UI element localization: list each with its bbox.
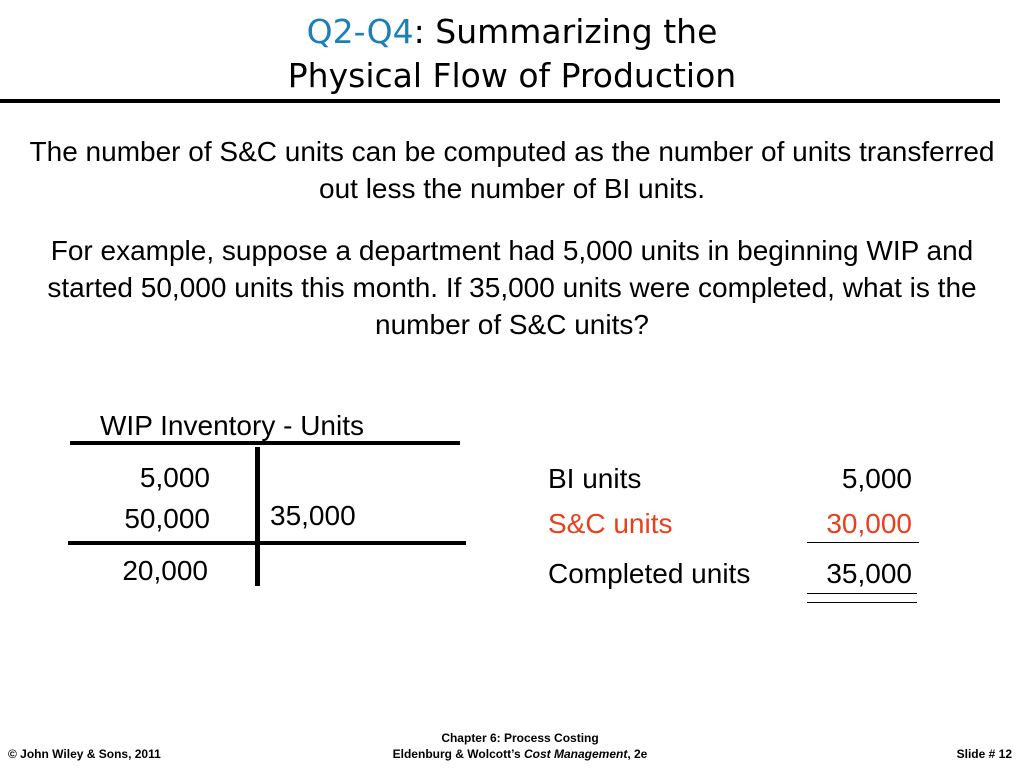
t-account-total-line xyxy=(68,541,466,545)
footer-chapter xyxy=(340,730,700,762)
paragraph-example: For example, suppose a department had 5,000 units in beginning WIP and started 50,000 units this month. If 35,000 units were completed, what is the number of S&C units? xyxy=(47,235,977,340)
t-account-debit-started: 50,000 xyxy=(124,503,210,534)
t-account-top-line xyxy=(70,441,460,445)
footer-book-pre: Eldenburg & Wolcott’s xyxy=(392,747,524,761)
t-account-ending-balance: 20,000 xyxy=(122,555,208,586)
paragraph-sc-definition: The number of S&C units can be computed as the number of units transferred out less the number of BI units. xyxy=(29,136,995,204)
footer-copyright: © John Wiley & Sons, 2011 xyxy=(8,747,161,761)
title-line1-rest: : Summarizing the xyxy=(413,12,718,51)
t-account-title: WIP Inventory - Units xyxy=(100,410,365,441)
completed-units-value: 35,000 xyxy=(826,558,912,589)
sc-units-label: S&C units xyxy=(548,508,673,539)
footer-chapter-title: Chapter 6: Process Costing xyxy=(441,731,599,745)
footer-book-edition: , 2e xyxy=(627,747,648,761)
completed-units-double-underline-bottom xyxy=(807,602,917,603)
t-account-debit-beginning: 5,000 xyxy=(139,462,210,493)
slide-title xyxy=(0,10,1024,98)
bi-units-label: BI units xyxy=(548,463,642,494)
completed-units-double-underline-top xyxy=(807,593,917,594)
title-prefix: Q2-Q4 xyxy=(306,12,414,51)
title-underline xyxy=(0,99,1000,103)
title-line2: Physical Flow of Production xyxy=(287,56,737,95)
sc-units-underline xyxy=(807,542,919,543)
t-account-vertical-line xyxy=(255,447,260,586)
bi-units-value: 5,000 xyxy=(841,463,912,494)
t-account-credit-completed: 35,000 xyxy=(270,500,356,531)
footer-slide-number: Slide # 12 xyxy=(956,747,1012,761)
completed-units-label: Completed units xyxy=(548,558,751,589)
footer-book-title: Cost Management xyxy=(523,747,628,761)
sc-units-value: 30,000 xyxy=(826,508,912,539)
